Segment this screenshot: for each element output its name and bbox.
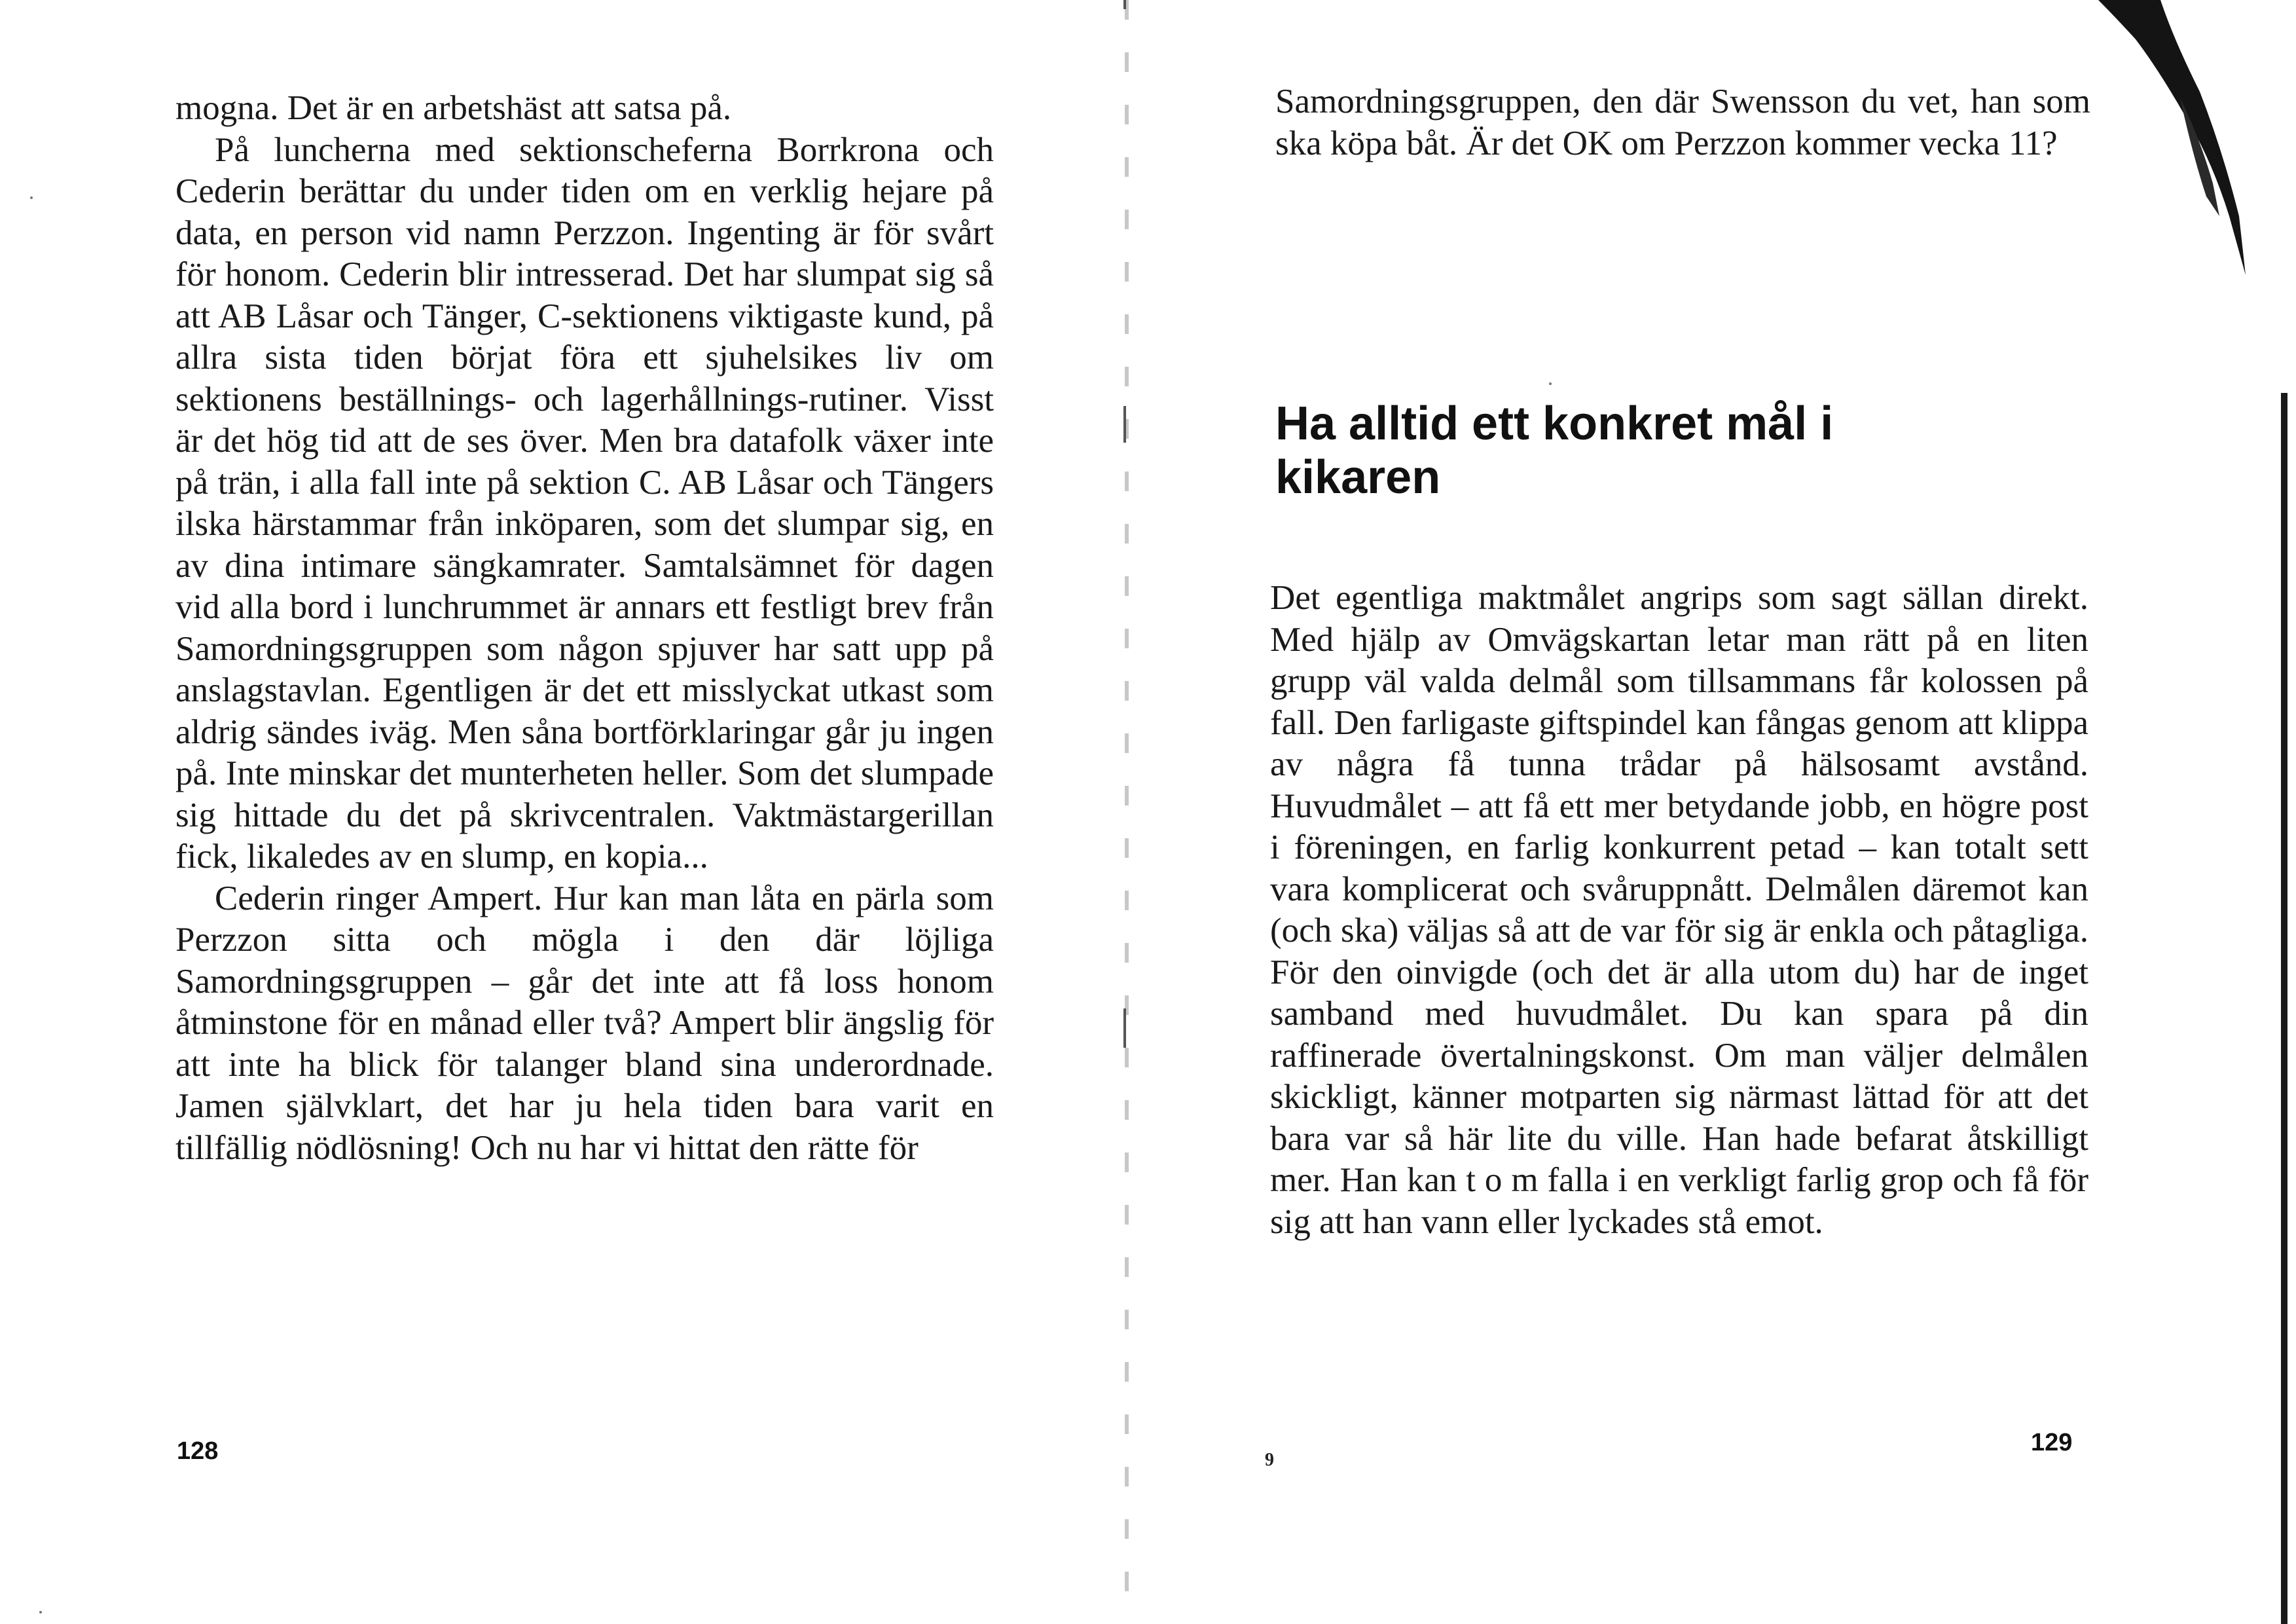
right-page-number: 129 <box>2031 1429 2073 1456</box>
section-heading: Ha alltid ett konkret mål i kikaren <box>1275 397 1834 504</box>
right-top-paragraph: Samordningsgruppen, den där Swensson du vet, han som ska köpa båt. Är det OK om Perzzon kommer vecka 11? <box>1275 83 2090 162</box>
left-page-text <box>175 88 994 1169</box>
left-page-number: 128 <box>177 1437 219 1465</box>
left-page <box>0 0 1129 1624</box>
right-page-body-text <box>1270 578 2088 1243</box>
left-paragraph-1: mogna. Det är en arbetshäst att satsa på. <box>175 89 732 127</box>
left-paragraph-2: På luncherna med sektionscheferna Borrkrona och Cederin berättar du under tiden om en verklig hejare på data, en person vid namn Perzzon. Ingenting är för svårt för honom. Cederin blir intresserad. Det har slumpat sig så att AB Låsar och Tänger, C-sektionens viktigaste kund, på allra sista tiden börjat föra ett sjuhelsikes liv om sektionens beställnings- och lagerhållnings-rutiner. Visst är det hög tid att de ses över. Men bra datafolk växer inte på trän, i alla fall inte på sektion C. AB Låsar och Tängers ilska härstammar från inköparen, som det slumpar sig, en av dina intimare sängkamrater. Samtalsämnet för dagen vid alla bord i lunchrummet är annars ett festligt brev från Samordningsgruppen som någon spjuver har satt upp på anslagstavlan. Egentligen är det ett misslyckat utkast som aldrig sändes iväg. Men såna bortförklaringar går ju ingen på. Inte minskar det munterheten heller. Som det slumpade sig hittade du det på skrivcentralen. Vaktmästargerillan fick, likaledes av en slump, en kopia... <box>175 130 994 876</box>
left-paragraph-3: Cederin ringer Ampert. Hur kan man låta en pärla som Perzzon sitta och mögla i den där löjliga Samordningsgruppen – går det inte att få loss honom åtminstone för en månad eller två? Ampert blir ängslig för att inte ha blick för talanger bland sina underordnade. Jamen självklart, det har ju hela tiden bara varit en tillfällig nödlösning! Och nu har vi hittat den rätte för <box>175 879 994 1167</box>
right-page-top-text <box>1275 81 2090 164</box>
signature-mark: 9 <box>1265 1450 1274 1470</box>
right-body-paragraph: Det egentliga maktmålet angrips som sagt sällan direkt. Med hjälp av Omvägskartan letar man rätt på en liten grupp väl valda delmål som tillsammans får kolossen på fall. Den farligaste giftspindel kan fångas genom att klippa av några få tunna trådar på hälsosamt avstånd. Huvudmålet – att få ett mer betydande jobb, en högre post i föreningen, en farlig konkurrent petad – kan totalt sett vara komplicerat och svåruppnått. Delmålen däremot kan (och ska) väljas så att de var för sig är enkla och påtagliga. För den oinvigde (och det är alla utom du) har de inget samband med huvudmålet. Du kan spara på din raffinerade övertalningskonst. Om man väljer delmålen skickligt, känner motparten sig närmast lättad för att det bara var så här lite du ville. Han hade befarat åtskilligt mer. Han kan t o m falla i en verkligt farlig grop och få för sig att han vann eller lyckades stå emot. <box>1270 579 2088 1241</box>
